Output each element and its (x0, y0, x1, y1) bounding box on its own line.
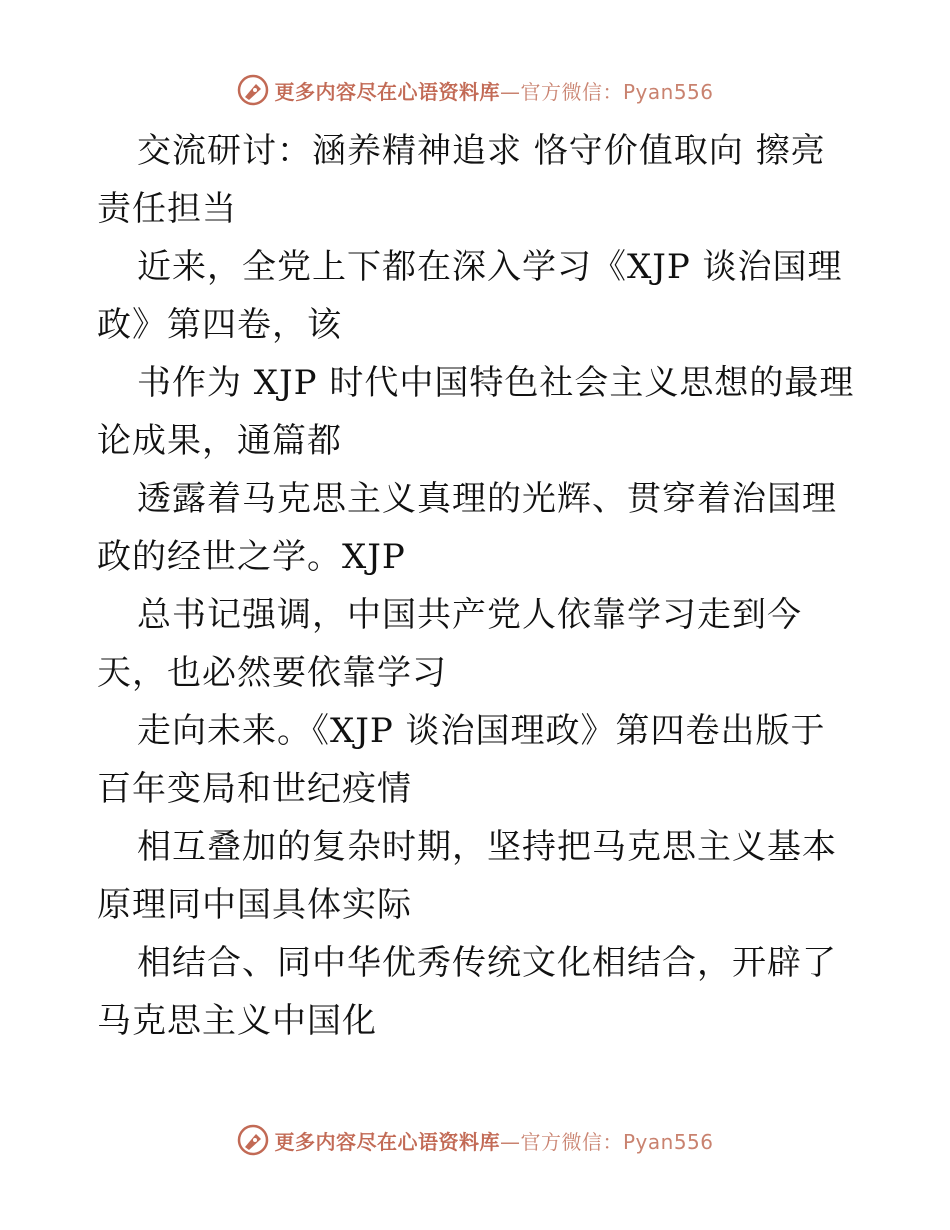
watermark-wechat-id: Pyan556 (622, 1129, 714, 1154)
footer-watermark (0, 1120, 950, 1160)
watermark-dash: — (499, 79, 521, 104)
paragraph: 总书记强调，中国共产党人依靠学习走到今天，也必然要依靠学习 (97, 595, 802, 693)
pen-nib-logo-icon (236, 73, 270, 107)
paragraph: 书作为 XJP 时代中国特色社会主义思想的最理论成果，通篇都 (97, 363, 855, 461)
document-title: 交流研讨：涵养精神追求 恪守价值取向 擦亮责任担当 (97, 131, 826, 229)
watermark-site: 更多内容尽在心语资料库 (274, 1129, 500, 1154)
pen-nib-logo-icon (236, 1123, 270, 1157)
watermark-dash: — (499, 1129, 521, 1154)
header-watermark (0, 70, 950, 110)
document-body (97, 122, 857, 1050)
watermark-wechat-label: 官方微信： (520, 1129, 623, 1154)
paragraph: 透露着马克思主义真理的光辉、贯穿着治国理政的经世之学。XJP (97, 479, 837, 577)
watermark-text (274, 76, 713, 105)
paragraph: 近来，全党上下都在深入学习《XJP 谈治国理政》第四卷，该 (97, 247, 843, 345)
watermark-text (274, 1126, 713, 1155)
watermark-wechat-id: Pyan556 (622, 79, 714, 104)
paragraph: 相结合、同中华优秀传统文化相结合，开辟了马克思主义中国化 (97, 943, 837, 1041)
watermark-wechat-label: 官方微信： (520, 79, 623, 104)
paragraph: 走向未来。《XJP 谈治国理政》第四卷出版于百年变局和世纪疫情 (97, 711, 826, 809)
paragraph: 相互叠加的复杂时期，坚持把马克思主义基本原理同中国具体实际 (97, 827, 837, 925)
watermark-site: 更多内容尽在心语资料库 (274, 79, 500, 104)
